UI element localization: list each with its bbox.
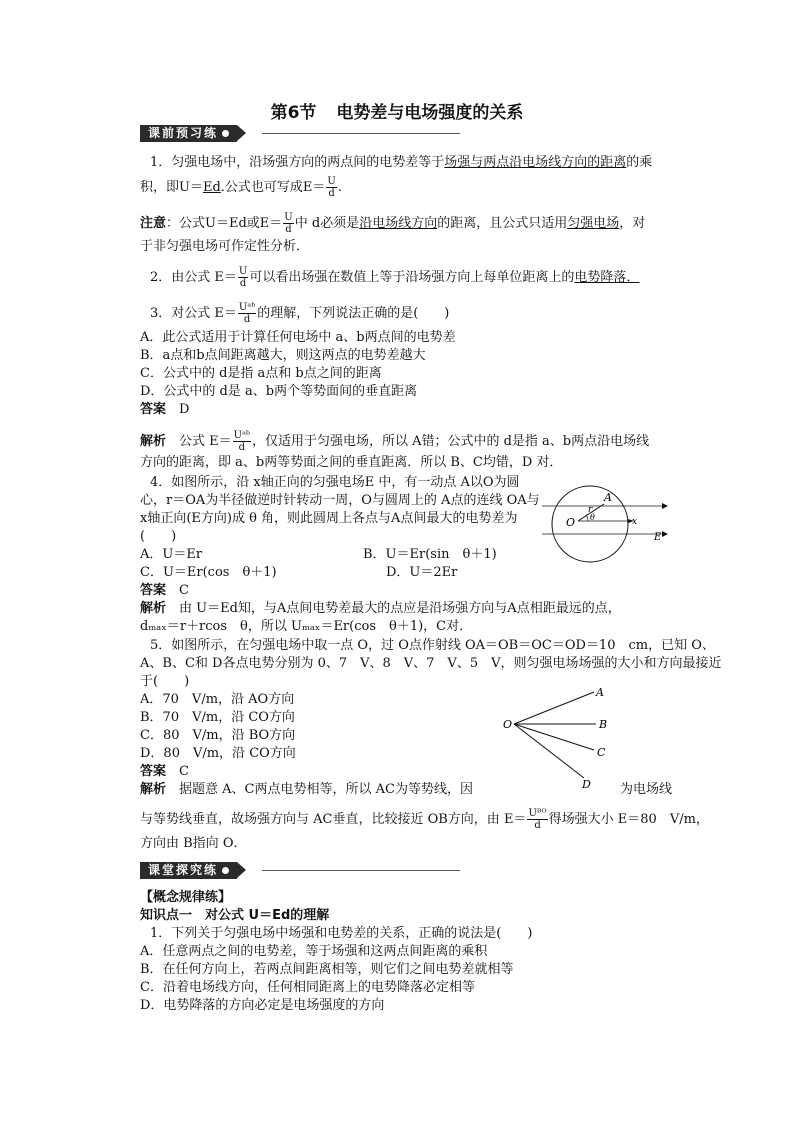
angle-arc xyxy=(586,515,588,521)
fraction-u-d: $\frac{U}{d}$ xyxy=(284,212,293,235)
note-label: 注意 xyxy=(140,216,167,231)
concept-heading: 【概念规律练】 xyxy=(140,890,232,905)
q5-analysis-line2: 与等势线垂直，故场强方向与 AC垂直，比较接近 OB方向，由 E＝ $\frac{\text{Uᴮᴼ}}{d}$ 得场强大小 E＝80 V/m， xyxy=(140,808,709,831)
q3-analysis-line1: 解析 公式 E＝ $\frac{\text{Uᵃᵇ}}{d}$ ，仅适用于匀强电场，所以 A错；公式中的 d是指 a、b两点沿电场线 xyxy=(140,430,650,453)
label-o: O xyxy=(566,516,576,529)
explore-q1-option-b: B．在任何方向上，若两点间距离相等，则它们之间电势差就相等 xyxy=(140,962,514,977)
explore-q1-option-a: A．任意两点之间的电势差，等于场强和这两点间距离的乘积 xyxy=(140,944,488,959)
q5-line1: 5．如图所示，在匀强电场中取一点 O，过 O点作射线 OA＝OB＝OC＝OD＝10 cm，已知 O、 xyxy=(150,638,715,653)
q4-option-d: D．U＝2Er xyxy=(386,565,458,580)
q3-option-b: B．a点和b点间距离越大，则这两点的电势差越大 xyxy=(140,348,426,363)
q4-option-b: B．U＝Er(sin θ＋1) xyxy=(363,547,497,562)
q5-option-c: C．80 V/m，沿 BO方向 xyxy=(140,728,296,743)
circle-path xyxy=(552,486,628,562)
section-number: 第6节 xyxy=(270,103,317,123)
explore-q1-stem: 1．下列关于匀强电场中场强和电势差的关系，正确的说法是( ) xyxy=(150,926,533,941)
label-c: C xyxy=(597,746,606,759)
preview-q3-stem: 3．对公式 E＝ $\frac{\text{Uᵃᵇ}}{d}$ 的理解，下列说法正确的是( ) xyxy=(150,302,450,325)
preview-q2: 2．由公式 E＝ $\frac{U}{d}$ 可以看出场强在数值上等于沿场强方向上每单位距离上的电势降落． xyxy=(150,266,640,289)
label-x: x xyxy=(632,517,638,527)
q4-line2: 心，r＝OA为半径做逆时针转动一周，O与圆周上的 A点的连线 OA与 xyxy=(140,493,540,508)
label-e: E xyxy=(654,532,662,543)
q4-analysis-line1: 解析 由 U＝Ed知，与A点间电势差最大的点应是沿场强方向与A点相距最远的点， xyxy=(140,601,621,616)
label-r: r xyxy=(588,505,593,515)
figure-circle-field xyxy=(540,484,680,564)
section-bar-preview xyxy=(140,125,460,142)
label-a: A xyxy=(596,686,604,699)
q4-option-c: C．U＝Er(cos θ＋1) xyxy=(140,565,277,580)
label-theta: θ xyxy=(590,513,595,522)
q5-analysis-line1: 解析 据题意 A、C两点电势相等，所以 AC为等势线，因 xyxy=(140,782,473,797)
fraction-uab-d: $\frac{\text{Uᵃᵇ}}{d}$ xyxy=(233,430,250,453)
blank-answer: Ed xyxy=(202,180,221,195)
q5-line3: 于( ) xyxy=(140,674,190,689)
section-label-explore: 课堂探究练 xyxy=(140,862,237,879)
fraction-u-d: $\frac{U}{d}$ xyxy=(327,176,336,199)
section-label-preview: 课前预习练 xyxy=(140,125,237,142)
preview-q1-line1: 1．匀强电场中，沿场强方向的两点间的电势差等于场强与两点沿电场线方向的距离的乘 xyxy=(150,155,653,170)
ray-oc xyxy=(514,724,594,750)
page-title xyxy=(0,98,794,123)
fraction-uab-d: $\frac{\text{Uᵃᵇ}}{d}$ xyxy=(238,302,256,325)
note-line1: 注意：公式U＝Ed或E＝ $\frac{U}{d}$ 中 d必须是沿电场线方向的距离，且公式只适用匀强电场，对 xyxy=(140,212,646,235)
field-line-arrow xyxy=(662,531,668,537)
preview-q1-line2: 积，即U＝Ed.公式也可写成E＝ $\frac{U}{d}$ . xyxy=(140,176,342,199)
fraction-u-d: $\frac{U}{d}$ xyxy=(238,266,248,289)
knowledge-point: 知识点一 对公式 U＝Ed的理解 xyxy=(140,908,330,923)
q4-analysis-line2: dₘₐₓ＝r＋rcos θ，所以 Uₘₐₓ＝Er(cos θ＋1)，C对． xyxy=(140,619,473,634)
q5-option-a: A．70 V/m，沿 AO方向 xyxy=(140,692,295,707)
q5-answer: 答案 C xyxy=(140,764,189,779)
blank-answer: 场强与两点沿电场线方向的距离 xyxy=(444,155,627,170)
explore-q1-option-d: D．电势降落的方向必定是电场强度的方向 xyxy=(140,998,385,1013)
q5-analysis-line1-end: 为电场线 xyxy=(620,782,673,797)
field-line-arrow xyxy=(662,503,668,509)
label-a: A xyxy=(604,491,612,504)
q3-option-c: C．公式中的 d是指 a点和 b点之间的距离 xyxy=(140,366,382,381)
ray-oa xyxy=(514,692,594,724)
q4-option-a: A．U＝Er xyxy=(140,547,203,562)
q3-analysis-line2: 方向的距离，即 a、b两等势面之间的垂直距离．所以 B、C均错，D 对． xyxy=(140,455,563,470)
q4-line1: 4．如图所示，沿 x轴正向的匀强电场E 中，有一动点 A以O为圆 xyxy=(150,475,520,490)
label-d: D xyxy=(582,778,591,791)
q4-line4: ( ) xyxy=(140,529,177,544)
section-bar-explore xyxy=(140,862,460,879)
q4-line3: x轴正向(E方向)成 θ 角，则此圆周上各点与A点间最大的电势差为 xyxy=(140,511,518,526)
note-line2: 于非匀强电场可作定性分析． xyxy=(140,239,310,254)
q5-analysis-line3: 方向由 B指向 O． xyxy=(140,836,247,851)
q3-option-a: A．此公式适用于计算任何电场中 a、b两点间的电势差 xyxy=(140,330,456,345)
q5-option-b: B．70 V/m，沿 CO方向 xyxy=(140,710,295,725)
q5-option-d: D．80 V/m，沿 CO方向 xyxy=(140,746,296,761)
section-title: 电势差与电场强度的关系 xyxy=(336,103,524,123)
fraction-ubo-d: $\frac{\text{Uᴮᴼ}}{d}$ xyxy=(528,808,547,831)
divider xyxy=(262,133,460,134)
q3-answer: 答案 D xyxy=(140,402,190,417)
q3-option-d: D．公式中的 d是 a、b两个等势面间的垂直距离 xyxy=(140,384,418,399)
q5-line2: A、B、C和 D各点电势分别为 0、7 V、8 V、7 V、5 V，则匀强电场场强的大小和方向最接近 xyxy=(140,656,722,671)
label-b: B xyxy=(599,718,608,731)
divider xyxy=(262,870,460,871)
label-o: O xyxy=(503,718,513,731)
ray-od xyxy=(514,724,584,778)
figure-rays xyxy=(500,684,620,792)
explore-q1-option-c: C．沿着电场线方向，任何相同距离上的电势降落必定相等 xyxy=(140,980,475,995)
q4-answer: 答案 C xyxy=(140,583,189,598)
